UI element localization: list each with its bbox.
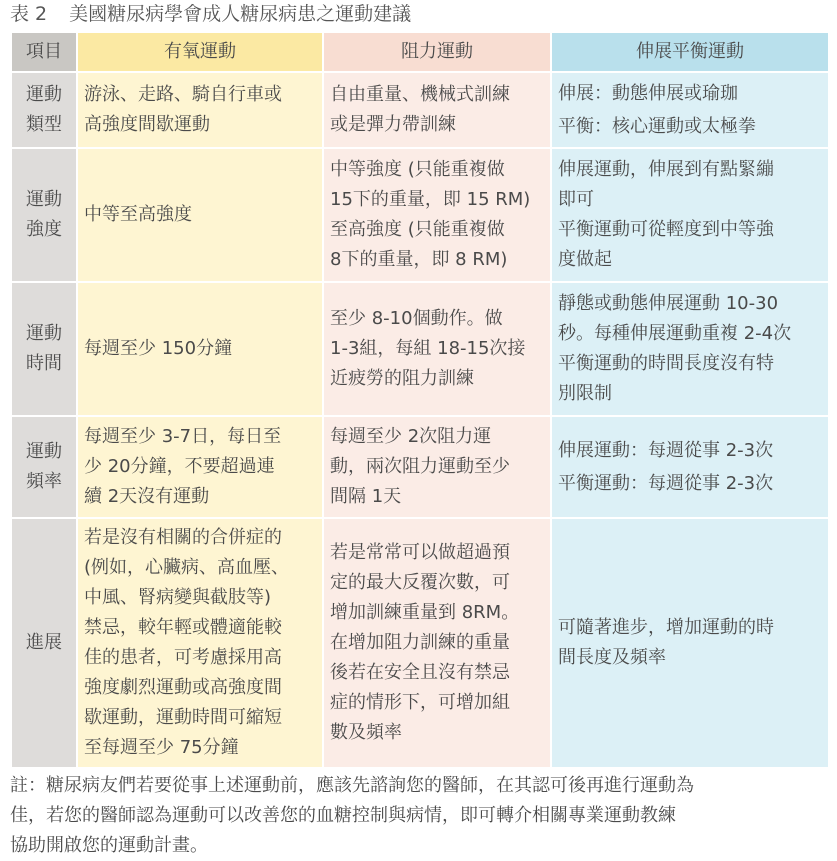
cell-stretch-intensity: 伸展運動，伸展到有點緊繃 即可 平衡運動可從輕度到中等強 度做起 xyxy=(551,148,829,282)
cell-stretch-time: 靜態或動態伸展運動 10-30 秒。每種伸展運動重複 2-4次 平衡運動的時間長度沒有特 別限制 xyxy=(551,282,829,416)
cell-resistance-time: 至少 8-10個動作。做 1-3組，每組 18-15次接 近疲勞的阻力訓練 xyxy=(323,282,551,416)
cell-aerobic-intensity: 中等至高強度 xyxy=(77,148,323,282)
cell-aerobic-type: 游泳、走路、騎自行車或 高強度間歇運動 xyxy=(77,72,323,148)
cell-aerobic-progression: 若是沒有相關的合併症的 (例如，心臟病、高血壓、 中風、腎病變與截肢等) 禁忌，較年輕或體適能較 佳的患者，可考慮採用高 強度劇烈運動或高強度間 歇運動，運動時間可縮短 至每週至少 75分鐘 xyxy=(77,518,323,768)
cell-aerobic-time: 每週至少 150分鐘 xyxy=(77,282,323,416)
cell-aerobic-frequency: 每週至少 3-7日，每日至 少 20分鐘，不要超過連 續 2天沒有運動 xyxy=(77,416,323,518)
table-row-intensity xyxy=(11,148,829,282)
table-row-time xyxy=(11,282,829,416)
header-aerobic: 有氧運動 xyxy=(77,32,323,72)
row-label-progression: 進展 xyxy=(11,518,77,768)
footnote: 註：糖尿病友們若要從事上述運動前，應該先諮詢您的醫師，在其認可後再進行運動為 佳，若您的醫師認為運動可以改善您的血糖控制與病情，即可轉介相關專業運動教練 協助開啟您的運動計畫。 xyxy=(10,775,694,856)
table-row-progression xyxy=(11,518,829,768)
row-label-time: 運動 時間 xyxy=(11,282,77,416)
table-caption xyxy=(10,1,411,27)
header-row xyxy=(11,32,829,72)
cell-resistance-progression: 若是常常可以做超過預 定的最大反覆次數，可 增加訓練重量到 8RM。 在增加阻力訓練的重量 後若在安全且沒有禁忌 症的情形下，可增加組 數及頻率 xyxy=(323,518,551,768)
row-label-frequency: 運動 頻率 xyxy=(11,416,77,518)
cell-resistance-intensity: 中等強度 (只能重複做 15下的重量，即 15 RM) 至高強度 (只能重複做 8下的重量，即 8 RM) xyxy=(323,148,551,282)
cell-stretch-progression: 可隨著進步，增加運動的時 間長度及頻率 xyxy=(551,518,829,768)
cell-stretch-frequency: 伸展運動：每週從事 2-3次 平衡運動：每週從事 2-3次 xyxy=(551,416,829,518)
exercise-recommendation-table xyxy=(10,31,830,769)
caption-title: 美國糖尿病學會成人糖尿病患之運動建議 xyxy=(69,3,412,25)
caption-number: 表 2 xyxy=(10,3,48,25)
table-row-type xyxy=(11,72,829,148)
header-resistance: 阻力運動 xyxy=(323,32,551,72)
header-stretch-balance: 伸展平衡運動 xyxy=(551,32,829,72)
cell-resistance-type: 自由重量、機械式訓練 或是彈力帶訓練 xyxy=(323,72,551,148)
cell-resistance-frequency: 每週至少 2次阻力運 動，兩次阻力運動至少 間隔 1天 xyxy=(323,416,551,518)
header-item: 項目 xyxy=(11,32,77,72)
row-label-intensity: 運動 強度 xyxy=(11,148,77,282)
table-row-frequency xyxy=(11,416,829,518)
row-label-type: 運動 類型 xyxy=(11,72,77,148)
cell-stretch-type: 伸展：動態伸展或瑜珈 平衡：核心運動或太極拳 xyxy=(551,72,829,148)
